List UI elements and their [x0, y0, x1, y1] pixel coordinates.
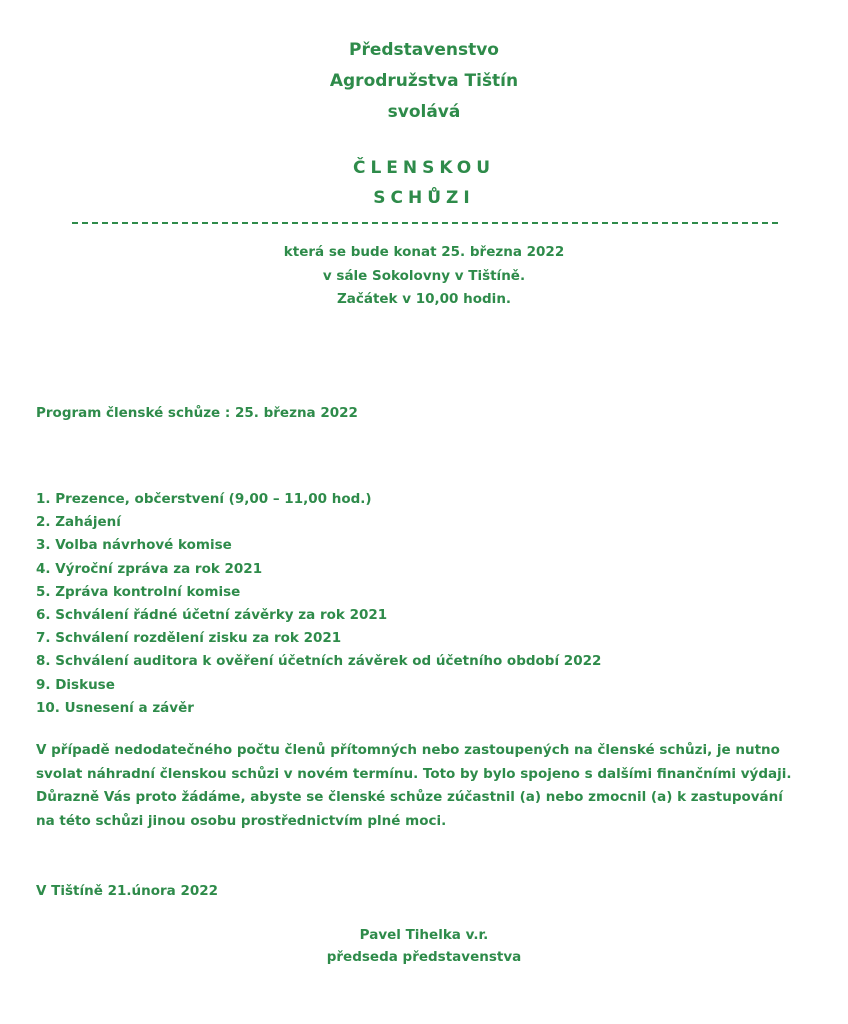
- agenda-item: 5. Zpráva kontrolní komise: [36, 583, 241, 600]
- agenda-item: 8. Schválení auditora k ověření účetních závěrek od účetního období 2022: [36, 653, 602, 670]
- agenda-item: 10. Usnesení a závěr: [36, 699, 194, 716]
- title-line-1: ČLENSKOU: [352, 158, 496, 178]
- agenda-item: 9. Diskuse: [36, 676, 115, 693]
- meeting-line-3: Začátek v 10,00 hodin.: [336, 291, 512, 307]
- header-line-3: svolává: [387, 102, 461, 122]
- signature-name: Pavel Tihelka v.r.: [359, 927, 489, 943]
- notice-line: svolat náhradní členskou schůzi v novém termínu. Toto by bylo spojeno s dalšími finančními výdaji.: [36, 765, 792, 782]
- header-line-2: Agrodružstva Tištín: [329, 71, 519, 91]
- header-line-1: Představenstvo: [349, 40, 499, 60]
- agenda-item: 2. Zahájení: [36, 514, 121, 531]
- dashed-divider: [72, 222, 778, 224]
- agenda-item: 3. Volba návrhové komise: [36, 537, 232, 554]
- agenda-list: [36, 488, 601, 720]
- notice-line: na této schůzi jinou osobu prostřednictvím plné moci.: [36, 812, 447, 829]
- agenda-item: 6. Schválení řádné účetní závěrky za rok 2021: [36, 607, 388, 624]
- agenda-item: 7. Schválení rozdělení zisku za rok 2021: [36, 630, 342, 647]
- meeting-line-2: v sále Sokolovny v Tištíně.: [322, 268, 526, 284]
- agenda-item: 1. Prezence, občerstvení (9,00 – 11,00 hod.): [36, 491, 372, 507]
- notice-paragraph: [36, 739, 826, 833]
- signature-role: předseda představenstva: [326, 949, 522, 965]
- title-line-2: SCHŮZI: [373, 188, 475, 208]
- meeting-line-1: která se bude konat 25. března 2022: [283, 244, 565, 260]
- program-title: Program členské schůze : 25. března 2022: [36, 405, 358, 421]
- agenda-item: 4. Výroční zpráva za rok 2021: [36, 560, 263, 577]
- notice-line: V případě nedodatečného počtu členů přítomných nebo zastoupených na členské schůzi, je nutno: [36, 742, 780, 758]
- place-date: V Tištíně 21.února 2022: [36, 883, 219, 899]
- notice-line: Důrazně Vás proto žádáme, abyste se členské schůze zúčastnil (a) nebo zmocnil (a) k zastupování: [36, 789, 783, 805]
